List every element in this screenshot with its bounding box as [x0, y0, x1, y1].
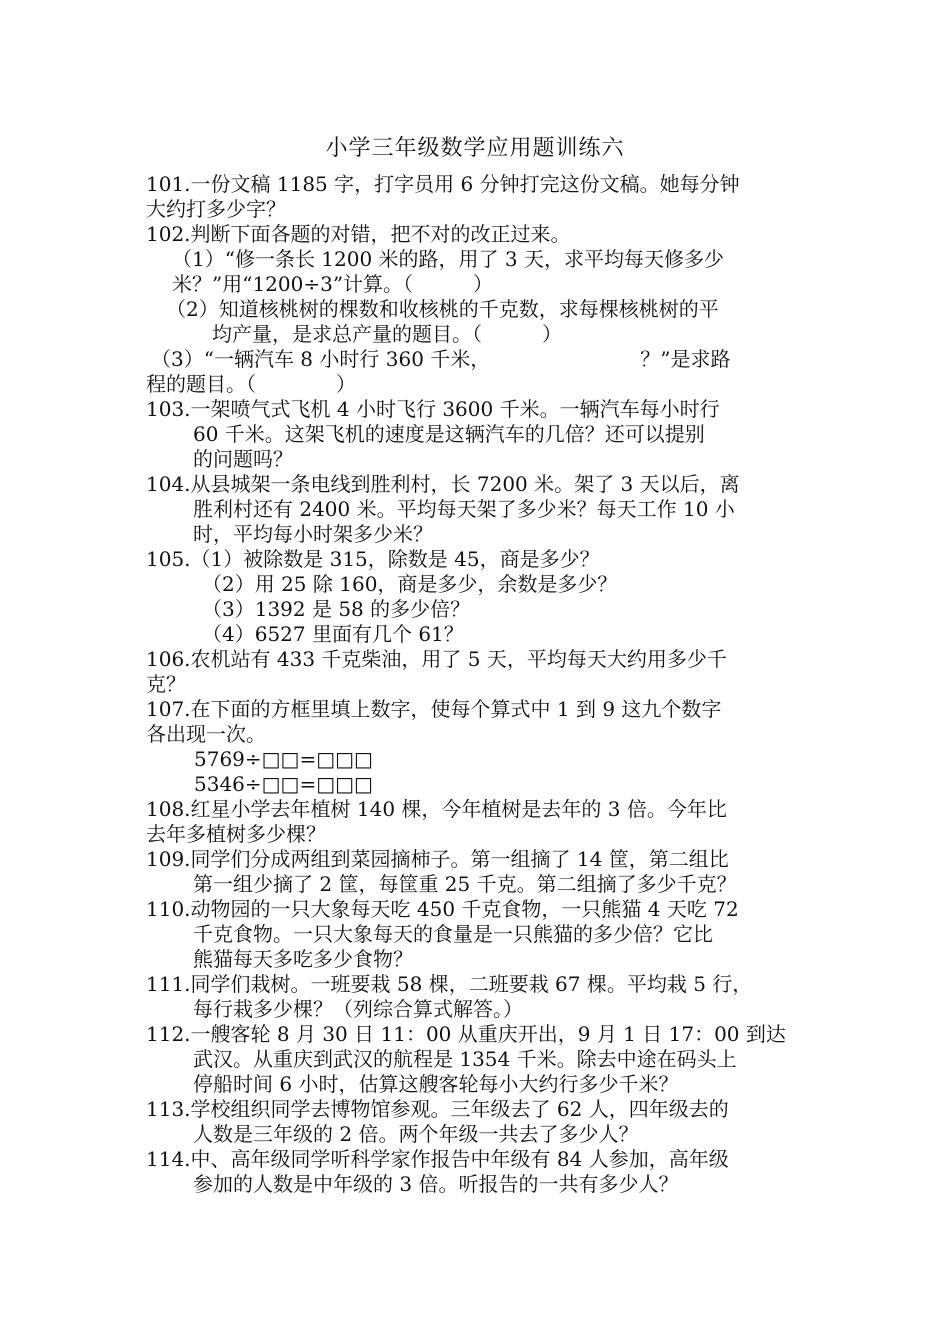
problem-113-line-1: 113.学校组织同学去博物馆参观。三年级去了 62 人，四年级去的 [146, 1097, 729, 1121]
problem-108-line-2: 去年多植树多少棵？ [146, 822, 326, 846]
page-title: 小学三年级数学应用题训练六 [325, 136, 625, 161]
problem-112-line-1: 112.一艘客轮 8 月 30 日 11：00 从重庆开出，9 月 1 日 17：00 到达 [146, 1022, 786, 1046]
problem-109-line-1: 109.同学们分成两组到菜园摘柿子。第一组摘了 14 筐，第二组比 [146, 847, 729, 871]
problem-101-line-2: 大约打多少字？ [146, 197, 286, 221]
problem-105-sub-2: （2）用 25 除 160，商是多少，余数是多少？ [202, 572, 618, 596]
problem-104-line-1: 104.从县城架一条电线到胜利村，长 7200 米。架了 3 天以后，离 [146, 472, 740, 496]
problem-106-line-2: 克？ [146, 672, 186, 696]
problem-112-line-2: 武汉。从重庆到武汉的航程是 1354 千米。除去中途在码头上 [193, 1047, 737, 1071]
problem-105-line-1: 105.（1）被除数是 315，除数是 45，商是多少？ [146, 547, 600, 571]
problem-list [146, 172, 810, 1197]
problem-110-line-3: 熊猫每天多吃多少食物？ [193, 947, 413, 971]
problem-102-sub-2-line-1: （2）知道核桃树的棵数和收核桃的千克数，求每棵核桃树的平 [166, 297, 719, 321]
problem-105-sub-4: （4）6527 里面有几个 61？ [202, 622, 464, 646]
problem-102-sub-2-line-2: 均产量，是求总产量的题目。（ ） [212, 322, 562, 346]
problem-114-line-2: 参加的人数是中年级的 3 倍。听报告的一共有多少人？ [193, 1172, 679, 1196]
problem-105-sub-3: （3）1392 是 58 的多少倍？ [202, 597, 471, 621]
problem-102-line-1: 102.判断下面各题的对错，把不对的改正过来。 [146, 222, 571, 246]
problem-107-line-2: 各出现一次。 [146, 722, 266, 746]
problem-109-line-2: 第一组少摘了 2 筐，每筐重 25 千克。第二组摘了多少千克？ [193, 872, 737, 896]
problem-113-line-2: 人数是三年级的 2 倍。两个年级一共去了多少人？ [193, 1122, 639, 1146]
problem-111-line-1: 111.同学们栽树。一班要栽 58 棵，二班要栽 67 棵。平均栽 5 行， [146, 972, 753, 996]
problem-103-line-2: 60 千米。这架飞机的速度是这辆汽车的几倍？还可以提别 [193, 422, 705, 446]
problem-111-line-2: 每行栽多少棵？（列综合算式解答。） [193, 997, 523, 1021]
problem-104-line-3: 时，平均每小时架多少米？ [193, 522, 433, 546]
problem-107-equation-1: 5769÷□□=□□□ [194, 747, 373, 771]
problem-107-equation-2: 5346÷□□=□□□ [194, 772, 373, 796]
problem-102-sub-3-line-1: （3）“一辆汽车 8 小时行 360 千米， ？”是求路 [151, 347, 731, 371]
problem-114-line-1: 114.中、高年级同学听科学家作报告中年级有 84 人参加，高年级 [146, 1147, 729, 1171]
problem-104-line-2: 胜利村还有 2400 米。平均每天架了多少米？每天工作 10 小 [193, 497, 735, 521]
problem-107-line-1: 107.在下面的方框里填上数字，使每个算式中 1 到 9 这九个数字 [146, 697, 722, 721]
problem-110-line-1: 110.动物园的一只大象每天吃 450 千克食物，一只熊猫 4 天吃 72 [146, 897, 739, 921]
problem-112-line-3: 停船时间 6 小时，估算这艘客轮每小大约行多少千米？ [193, 1072, 679, 1096]
problem-102-sub-3-line-2: 程的题目。（ ） [146, 372, 356, 396]
problem-110-line-2: 千克食物。一只大象每天的食量是一只熊猫的多少倍？它比 [193, 922, 713, 946]
problem-102-sub-1-line-2: 米？”用“1200÷3”计算。（ ） [172, 272, 494, 296]
problem-102-sub-1-line-1: （1）“修一条长 1200 米的路，用了 3 天，求平均每天修多少 [172, 247, 725, 271]
problem-103-line-3: 的问题吗？ [193, 447, 293, 471]
problem-103-line-1: 103.一架喷气式飞机 4 小时飞行 3600 千米。一辆汽车每小时行 [146, 397, 720, 421]
problem-106-line-1: 106.农机站有 433 千克柴油，用了 5 天，平均每天大约用多少千 [146, 647, 727, 671]
problem-108-line-1: 108.红星小学去年植树 140 棵，今年植树是去年的 3 倍。今年比 [146, 797, 727, 821]
problem-101-line-1: 101.一份文稿 1185 字，打字员用 6 分钟打完这份文稿。她每分钟 [146, 172, 740, 196]
